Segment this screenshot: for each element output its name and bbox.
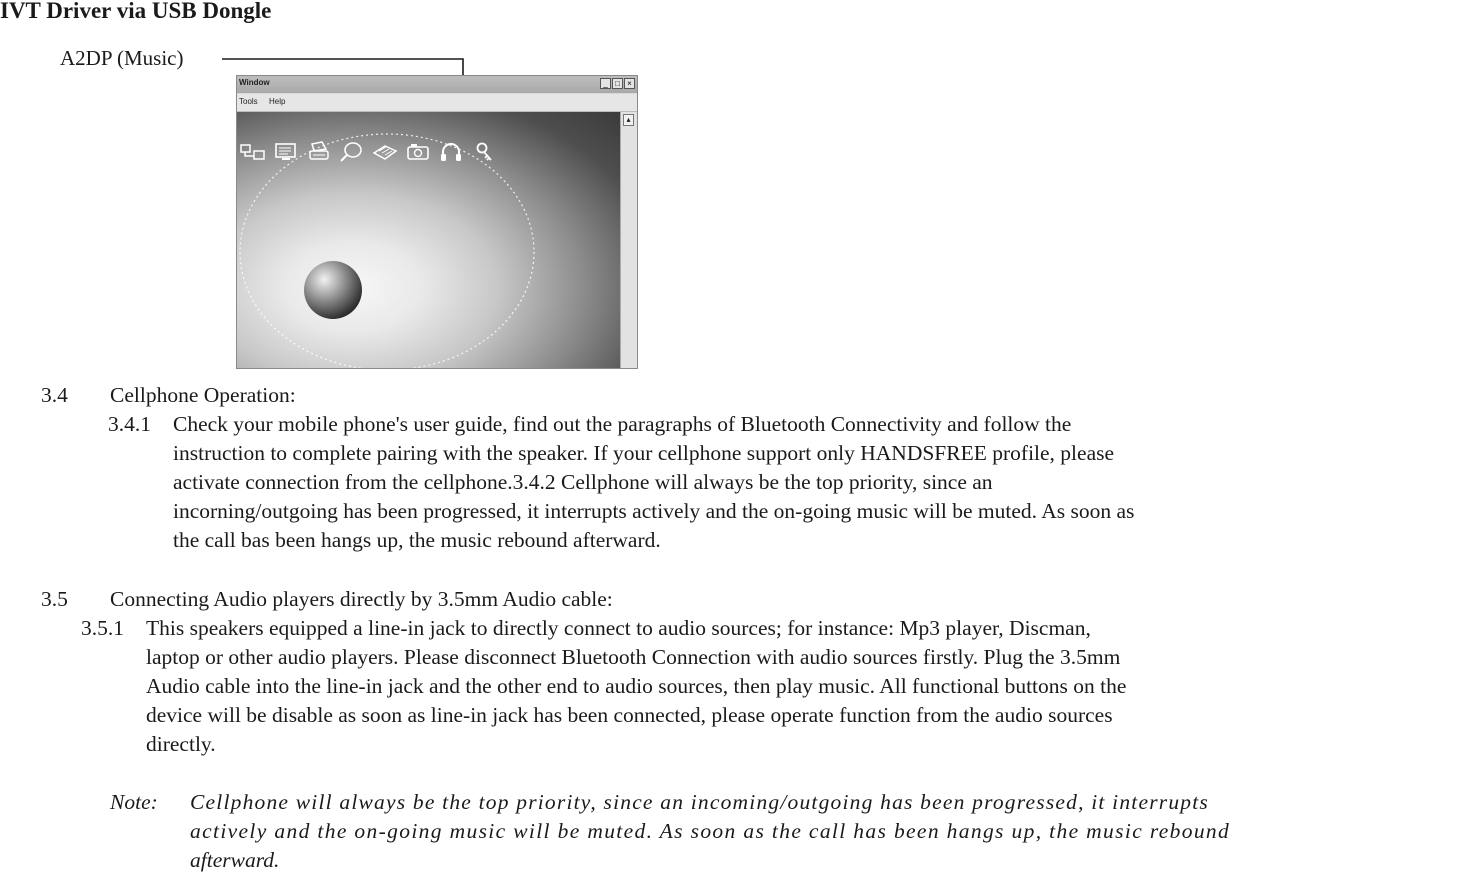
window-title: Window bbox=[239, 78, 270, 87]
device-ball bbox=[304, 261, 362, 319]
monitor-icon[interactable] bbox=[272, 140, 300, 164]
maximize-button[interactable]: □ bbox=[612, 78, 623, 89]
fax-icon[interactable] bbox=[371, 140, 399, 164]
camera-icon[interactable] bbox=[404, 140, 432, 164]
vertical-scrollbar[interactable] bbox=[620, 112, 637, 369]
section-title: Connecting Audio players directly by 3.5mm Audio cable: bbox=[110, 587, 613, 611]
paragraph-line: Check your mobile phone's user guide, find out the paragraphs of Bluetooth Connectivity and follow the bbox=[173, 412, 1072, 436]
note-line: afterward. bbox=[190, 848, 280, 872]
section-number: 3.5 bbox=[41, 587, 68, 611]
headphones-icon[interactable] bbox=[437, 140, 465, 164]
ivt-window-screenshot bbox=[236, 75, 638, 369]
menu-help[interactable]: Help bbox=[269, 97, 286, 106]
note-line: Cellphone will always be the top priority, since an incoming/outgoing has been progressed, it interrupts bbox=[190, 790, 1209, 814]
minimize-button[interactable]: _ bbox=[600, 78, 611, 89]
menu-tools[interactable]: Tools bbox=[239, 97, 258, 106]
note-label: Note: bbox=[110, 790, 158, 814]
key-icon[interactable] bbox=[470, 140, 498, 164]
section-title: Cellphone Operation: bbox=[110, 383, 296, 407]
scroll-up-button[interactable]: ▴ bbox=[623, 114, 634, 126]
subsection-number: 3.5.1 bbox=[81, 616, 124, 640]
paragraph-line: laptop or other audio players. Please disconnect Bluetooth Connection with audio sources firstly. Plug the 3.5mm bbox=[146, 645, 1121, 669]
printer-icon[interactable] bbox=[305, 140, 333, 164]
paragraph-line: incorning/outgoing has been progressed, it interrupts actively and the on-going music will be muted. As soon as bbox=[173, 499, 1135, 523]
close-button[interactable]: × bbox=[624, 78, 635, 89]
window-titlebar bbox=[237, 76, 637, 93]
search-icon[interactable] bbox=[338, 140, 366, 164]
section-number: 3.4 bbox=[41, 383, 68, 407]
callout-label: A2DP (Music) bbox=[60, 46, 184, 70]
paragraph-line: activate connection from the cellphone.3.4.2 Cellphone will always be the top priority, since an bbox=[173, 470, 993, 494]
page-heading: IVT Driver via USB Dongle bbox=[0, 0, 272, 23]
paragraph-line: directly. bbox=[146, 732, 216, 756]
paragraph-line: Audio cable into the line-in jack and the other end to audio sources, then play music. All functional buttons on the bbox=[146, 674, 1127, 698]
window-menubar bbox=[237, 94, 637, 112]
network-icon[interactable] bbox=[239, 140, 267, 164]
device-canvas bbox=[237, 112, 623, 369]
paragraph-line: This speakers equipped a line-in jack to directly connect to audio sources; for instance: Mp3 player, Discman, bbox=[146, 616, 1091, 640]
subsection-number: 3.4.1 bbox=[108, 412, 151, 436]
note-line: actively and the on-going music will be muted. As soon as the call has been hangs up, the music rebound bbox=[190, 819, 1231, 843]
paragraph-line: instruction to complete pairing with the speaker. If your cellphone support only HANDSFREE profile, please bbox=[173, 441, 1115, 465]
paragraph-line: device will be disable as soon as line-in jack has been connected, please operate function from the audio sources bbox=[146, 703, 1113, 727]
paragraph-line: the call bas been hangs up, the music rebound afterward. bbox=[173, 528, 661, 552]
